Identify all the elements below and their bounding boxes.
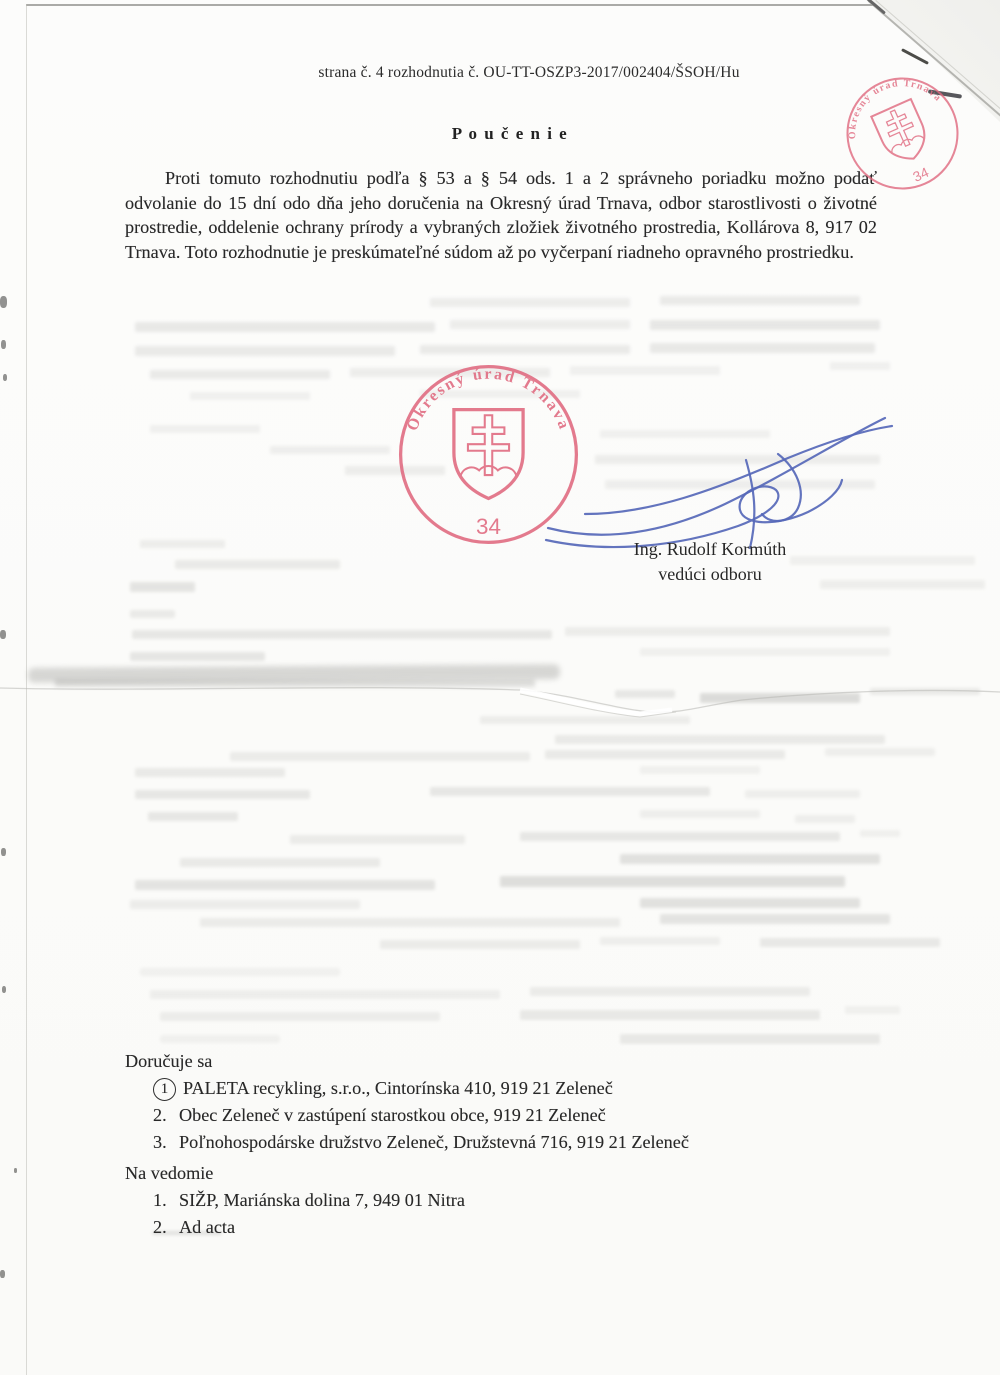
notice-row [125, 1187, 465, 1214]
recipient-text: Poľnohospodárske družstvo Zeleneč, Družstevná 716, 919 21 Zeleneč [179, 1132, 689, 1152]
bleed-line [150, 425, 260, 433]
bleed-line [180, 858, 380, 867]
bleed-line [200, 918, 620, 927]
bleed-line [565, 627, 890, 636]
edge-speck [2, 986, 6, 993]
recipient-row [125, 1102, 689, 1129]
bleed-line [640, 810, 760, 818]
bleed-line [270, 446, 390, 454]
bleed-line [600, 937, 720, 945]
bleed-line [190, 392, 310, 400]
edge-speck [0, 1270, 5, 1278]
stamp-number: 34 [476, 513, 501, 539]
bleed-line [150, 370, 330, 379]
bleed-line [500, 876, 845, 887]
item-number: 1. [153, 1190, 167, 1210]
circled-item-number: 1 [153, 1078, 176, 1101]
edge-speck [1, 848, 6, 856]
bleed-line [130, 610, 175, 618]
bleed-line [130, 582, 195, 592]
bleed-line [530, 987, 810, 996]
recipient-row [125, 1129, 689, 1156]
bleed-line [430, 787, 710, 796]
bleed-line [290, 835, 465, 844]
stamp-number: 34 [910, 163, 932, 185]
bleed-line [135, 322, 435, 332]
appeal-instruction-paragraph: Proti tomuto rozhodnutiu podľa § 53 a § 54 ods. 1 a 2 správneho poriadku možno podať odvolanie do 15 dní odo dňa jeho doručenia na Okresný úrad Trnava, odbor starostlivosti o životné prostredie, oddelenie ochrany prírody a vybraných zložiek životného prostredia, Kollárova 8, 917 02 Trnava. Toto rozhodnutie je preskúmateľné súdom až po vyčerpaní riadneho opravného prostriedku. [125, 168, 877, 262]
coat-of-arms-shield-icon [871, 99, 933, 167]
edge-speck [0, 630, 6, 639]
notice-text: Ad acta [179, 1217, 236, 1237]
recipient-row [125, 1075, 689, 1102]
edge-speck [1, 340, 6, 349]
paper-crease [0, 650, 1000, 740]
signatory-role: vedúci odboru [658, 564, 762, 584]
bleed-line [420, 345, 630, 354]
bleed-line [148, 812, 238, 821]
edge-speck [3, 374, 7, 381]
edge-speck [0, 296, 7, 308]
bleed-line [140, 968, 340, 976]
bleed-line [795, 815, 855, 823]
bleed-line [230, 752, 530, 761]
stamp-authority-text: Okresný úrad Trnava [403, 365, 574, 434]
bleed-line [860, 830, 900, 837]
bleed-line [150, 990, 500, 999]
recipient-text: Obec Zeleneč v zastúpení starostkou obce, 919 21 Zeleneč [179, 1105, 606, 1125]
bleed-line [845, 1006, 900, 1014]
notice-list [125, 1160, 465, 1241]
recipient-text: PALETA recykling, s.r.o., Cintorínska 410, 919 21 Zeleneč [183, 1078, 613, 1098]
bleed-line [640, 766, 760, 774]
bleed-line [520, 832, 840, 841]
bleed-line [450, 320, 630, 329]
notice-heading: Na vedomie [125, 1163, 214, 1183]
page-header: strana č. 4 rozhodnutia č. OU-TT-OSZP3-2017/002404/ŠSOH/Hu [318, 64, 740, 81]
signatory-block [560, 537, 860, 587]
bleed-line [130, 900, 360, 909]
bleed-line [760, 938, 940, 947]
bleed-line [830, 362, 890, 370]
scan-top-edge [26, 4, 1000, 6]
bleed-line [620, 854, 880, 864]
notice-row [125, 1214, 465, 1241]
distribution-list [125, 1048, 689, 1156]
bleed-line [650, 343, 875, 353]
section-title: P o u č e n i e [451, 124, 569, 143]
stamp-authority-text: Okresný úrad Trnava [847, 78, 944, 140]
bleed-line [650, 320, 880, 330]
bleed-line [520, 1010, 820, 1020]
bleed-line [135, 768, 285, 777]
distribution-heading: Doručuje sa [125, 1051, 213, 1071]
bleed-line [640, 898, 860, 908]
bleed-line [660, 296, 860, 305]
bleed-line [135, 790, 310, 799]
bleed-line [620, 1034, 880, 1044]
bleed-line [825, 748, 935, 756]
item-number: 2. [153, 1105, 167, 1125]
item-number: 3. [153, 1132, 167, 1152]
bleed-line [132, 630, 552, 639]
bleed-line [135, 880, 435, 890]
coat-of-arms-shield-icon [454, 410, 523, 499]
bleed-line [660, 914, 890, 924]
bleed-line [745, 790, 860, 798]
bleed-line [545, 750, 785, 759]
signatory-name: Ing. Rudolf Kormúth [633, 539, 787, 559]
item-number: 2. [153, 1217, 167, 1237]
bleed-line [380, 940, 580, 949]
bleed-line [160, 1012, 440, 1021]
bleed-line [430, 298, 630, 307]
notice-text: SIŽP, Mariánska dolina 7, 949 01 Nitra [179, 1190, 465, 1210]
edge-speck [14, 1168, 17, 1173]
bleed-line [175, 560, 340, 569]
bleed-line [570, 366, 720, 375]
bleed-line [160, 1035, 280, 1043]
bleed-line [135, 346, 395, 356]
double-cross-icon [881, 106, 920, 151]
bleed-line [140, 540, 225, 548]
